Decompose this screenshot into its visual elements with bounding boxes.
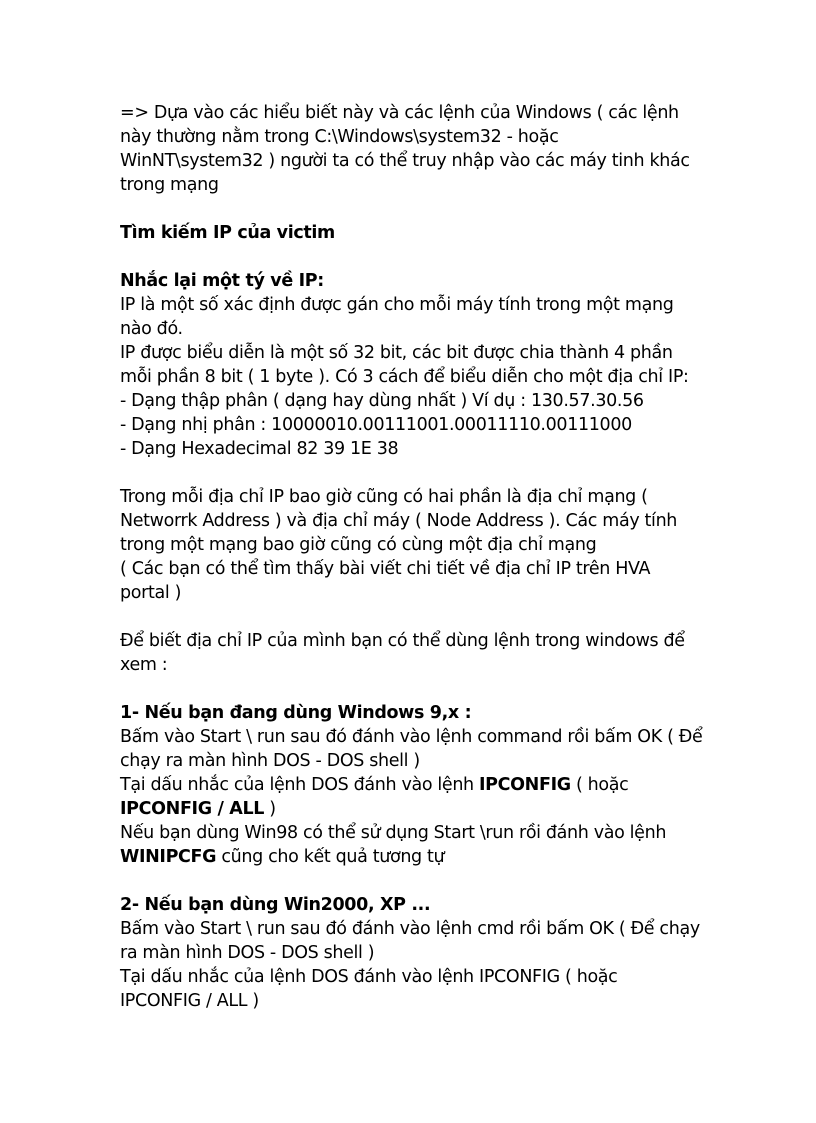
text-run: Tại dấu nhắc của lệnh DOS đánh vào lệnh (120, 775, 480, 795)
paragraph-line: portal ) (120, 583, 182, 603)
intro-paragraph (120, 101, 740, 197)
command-name: IPCONFIG (479, 775, 571, 795)
paragraph-line: chạy ra màn hình DOS - DOS shell ) (120, 751, 420, 771)
section-heading-ip: Nhắc lại một tý về IP: (120, 271, 324, 291)
paragraph-line: ra màn hình DOS - DOS shell ) (120, 943, 375, 963)
spacer (120, 461, 740, 485)
win2000-section (120, 893, 740, 1013)
paragraph-line: Nếu bạn dùng Win98 có thể sử dụng Start \run rồi đánh vào lệnh (120, 823, 667, 843)
know-paragraph (120, 629, 740, 677)
paragraph-line (120, 845, 740, 869)
paragraph-line: Tại dấu nhắc của lệnh DOS đánh vào lệnh IPCONFIG ( hoặc (120, 967, 618, 987)
list-item: - Dạng Hexadecimal 82 39 1E 38 (120, 439, 399, 459)
address-paragraph (120, 485, 740, 605)
paragraph-line: IP là một số xác định được gán cho mỗi máy tính trong một mạng (120, 295, 674, 315)
spacer (120, 605, 740, 629)
spacer (120, 197, 740, 221)
paragraph-line: xem : (120, 655, 168, 675)
paragraph-line: IPCONFIG / ALL ) (120, 991, 259, 1011)
section-heading-win2000: 2- Nếu bạn dùng Win2000, XP ... (120, 895, 431, 915)
paragraph-line: ( Các bạn có thể tìm thấy bài viết chi tiết về địa chỉ IP trên HVA (120, 559, 651, 579)
spacer (120, 869, 740, 893)
ip-section (120, 269, 740, 461)
paragraph-line: trong một mạng bao giờ cũng có cùng một địa chỉ mạng (120, 535, 597, 555)
list-item: - Dạng thập phân ( dạng hay dùng nhất ) Ví dụ : 130.57.30.56 (120, 391, 644, 411)
win9x-section (120, 701, 740, 869)
paragraph-line: WinNT\system32 ) người ta có thể truy nhập vào các máy tinh khác (120, 151, 690, 171)
paragraph-line: Bấm vào Start \ run sau đó đánh vào lệnh cmd rồi bấm OK ( Để chạy (120, 919, 700, 939)
text-run: cũng cho kết quả tương tự (216, 847, 445, 867)
paragraph-line: Bấm vào Start \ run sau đó đánh vào lệnh command rồi bấm OK ( Để (120, 727, 703, 747)
paragraph-line: nào đó. (120, 319, 183, 339)
paragraph-line: này thường nằm trong C:\Windows\system32 - hoặc (120, 127, 559, 147)
command-name: WINIPCFG (120, 847, 217, 867)
paragraph-line (120, 773, 740, 797)
list-item: - Dạng nhị phân : 10000010.00111001.00011110.00111000 (120, 415, 632, 435)
spacer (120, 677, 740, 701)
paragraph-line (120, 797, 740, 821)
paragraph-line: mỗi phần 8 bit ( 1 byte ). Có 3 cách để biểu diễn cho một địa chỉ IP: (120, 367, 689, 387)
paragraph-line: IP được biểu diễn là một số 32 bit, các bit được chia thành 4 phần (120, 343, 673, 363)
paragraph-line: trong mạng (120, 175, 219, 195)
section-heading-win9x: 1- Nếu bạn đang dùng Windows 9,x : (120, 703, 472, 723)
paragraph-line: => Dựa vào các hiểu biết này và các lệnh của Windows ( các lệnh (120, 103, 679, 123)
spacer (120, 245, 740, 269)
text-run: ( hoặc (570, 775, 629, 795)
section-heading-victim: Tìm kiếm IP của victim (120, 223, 335, 243)
command-name: IPCONFIG / ALL (120, 799, 265, 819)
paragraph-line: Networrk Address ) và địa chỉ máy ( Node Address ). Các máy tính (120, 511, 678, 531)
document-page (120, 101, 740, 1013)
paragraph-line: Để biết địa chỉ IP của mình bạn có thể dùng lệnh trong windows để (120, 631, 685, 651)
paragraph-line: Trong mỗi địa chỉ IP bao giờ cũng có hai phần là địa chỉ mạng ( (120, 487, 648, 507)
text-run: ) (264, 799, 276, 819)
